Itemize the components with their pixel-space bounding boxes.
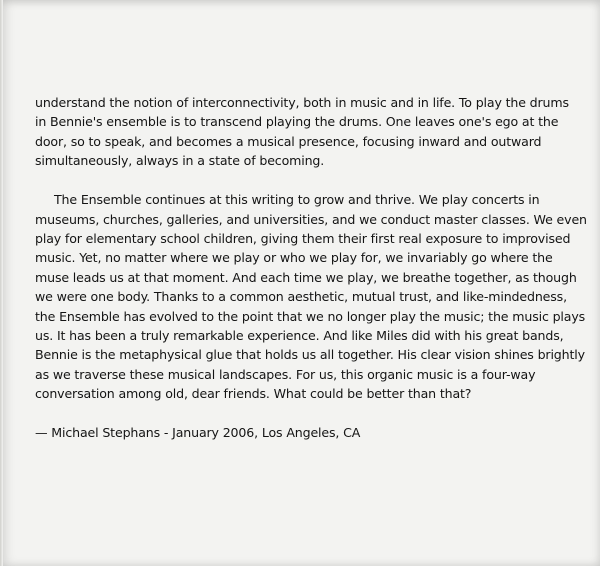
text-line: we were one body. Thanks to a common aesthetic, mutual trust, and like-mindedness, [35,289,567,305]
author-signature [35,423,565,442]
text-line: The Ensemble continues at this writing to grow and thrive. We play concerts in [54,192,540,208]
text-line: play for elementary school children, giving them their first real exposure to improvised [35,231,571,247]
text-line: door, so to speak, and becomes a musical presence, focusing inward and outward [35,133,542,149]
paragraph-1 [35,93,569,171]
text-line: in Bennie's ensemble is to transcend playing the drums. One leaves one's ego at the [35,114,559,130]
text-line: conversation among old, dear friends. What could be better than that? [35,386,472,402]
text-line: us. It has been a truly remarkable experience. And like Miles did with his great bands, [35,328,564,344]
text-line: museums, churches, galleries, and universities, and we conduct master classes. We even [35,211,587,227]
text-line: the Ensemble has evolved to the point that we no longer play the music; the music plays [35,308,586,324]
signature-line: — Michael Stephans - January 2006, Los Angeles, CA [35,425,361,441]
text-line: understand the notion of interconnectivity, both in music and in life. To play the drums [35,95,569,110]
text-line: Bennie is the metaphysical glue that holds us all together. His clear vision shines brightly [35,347,585,363]
text-line: simultaneously, always in a state of becoming. [35,153,325,169]
text-line: muse leads us at that moment. And each time we play, we breathe together, as though [35,269,577,285]
paragraph-2 [35,190,587,403]
text-line: music. Yet, no matter where we play or who we play for, we invariably go where the [35,250,553,266]
page-edge-shadow [0,0,3,566]
paragraph-spacer [35,171,565,191]
body-text [35,93,587,443]
text-line: as we traverse these musical landscapes. For us, this organic music is a four-way [35,366,536,382]
paragraph-spacer [35,404,565,424]
